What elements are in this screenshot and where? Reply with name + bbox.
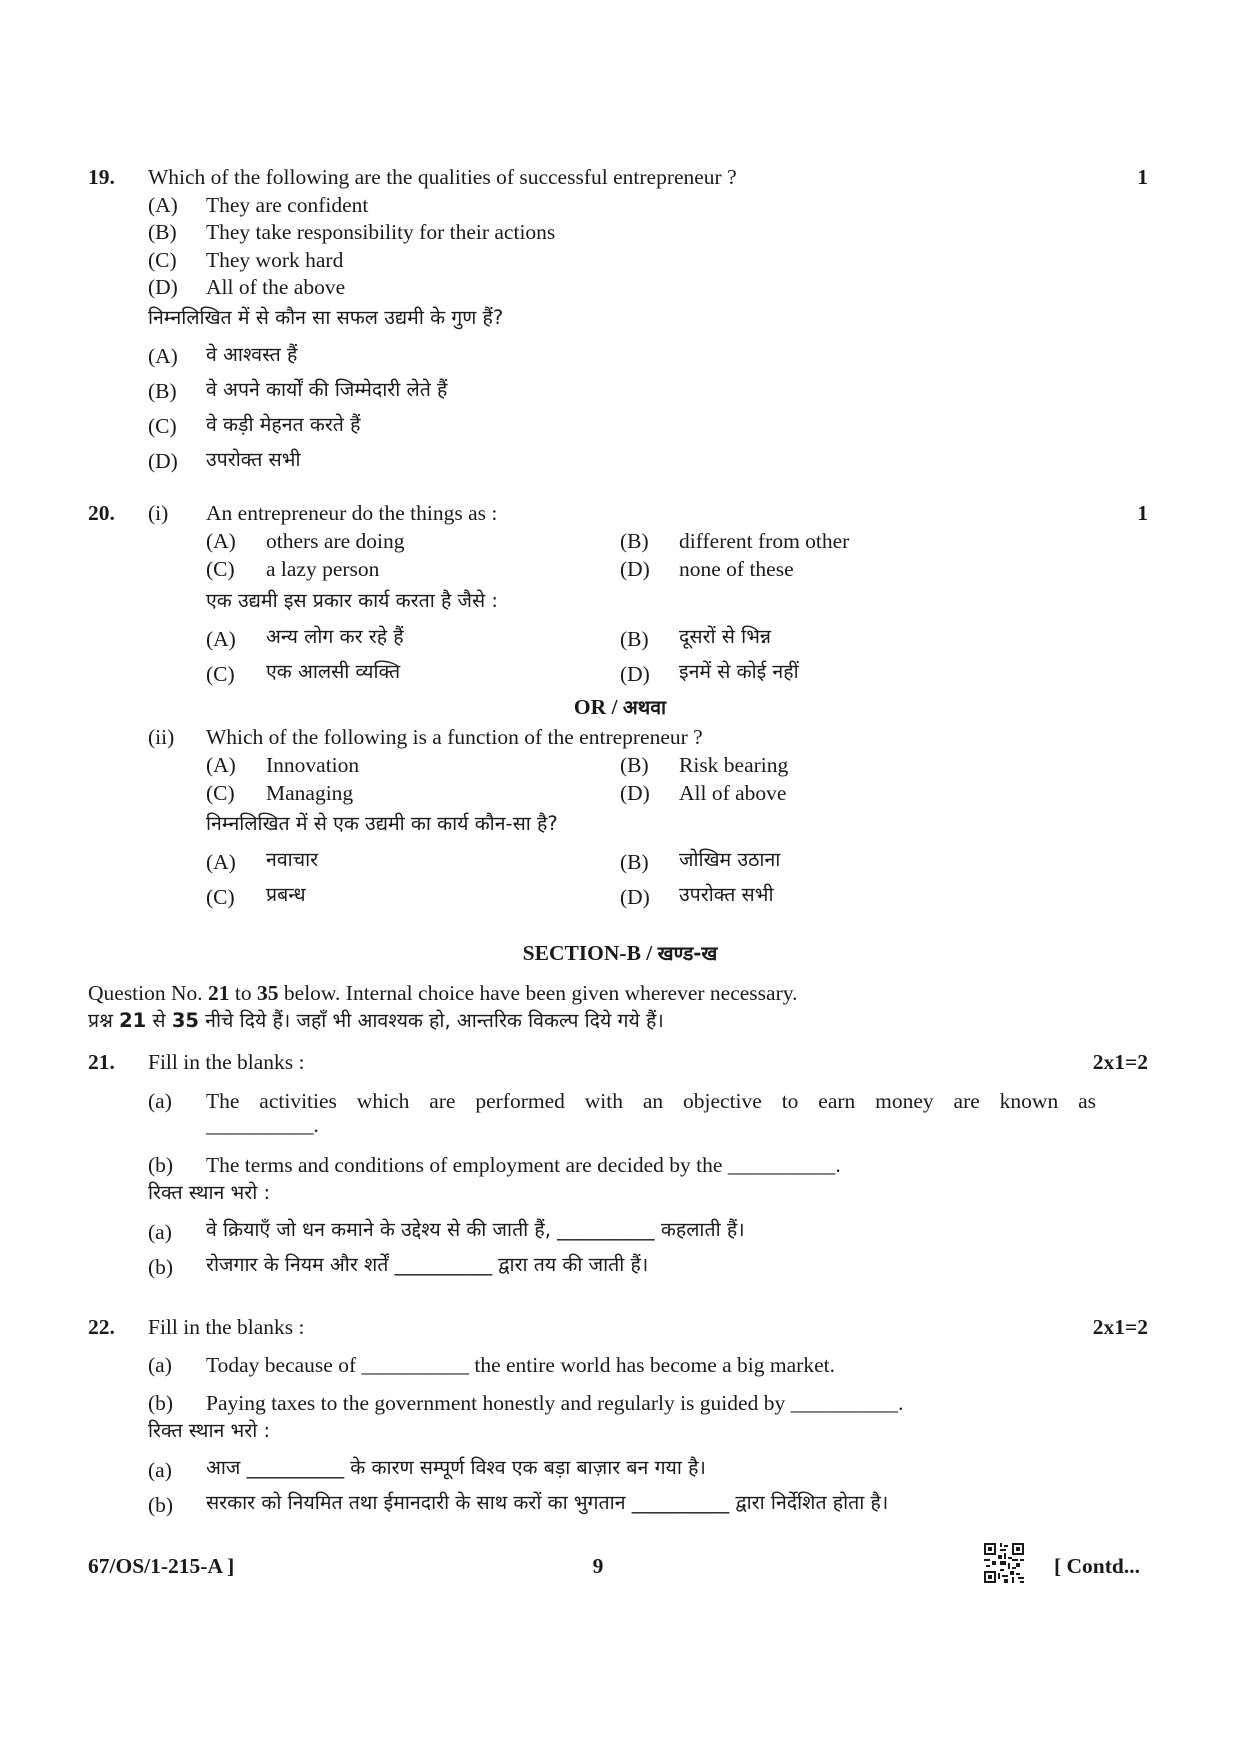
q19-option-label-hi: (B) — [148, 379, 177, 403]
q20-ii-option-text: Innovation — [266, 753, 360, 777]
section-instructions-hi — [88, 1008, 664, 1033]
instr-text-hi: प्रश्न — [88, 1009, 120, 1032]
q21-b-hi: रोजगार के नियम और शर्तें __________ द्वारा तय की जाती हैं। — [206, 1253, 649, 1276]
q21-a-label: (a) — [148, 1089, 172, 1113]
q20-i-option-text: others are doing — [266, 529, 405, 553]
instr-text: to — [229, 981, 258, 1005]
q22-b-hi: सरकार को नियमित तथा ईमानदारी के साथ करों का भुगतान __________ द्वारा निर्देशित होता है। — [206, 1491, 889, 1514]
q19-option-text-hi: वे कड़ी मेहनत करते हैं — [206, 413, 361, 436]
q20-ii-option-text: Risk bearing — [679, 753, 789, 777]
q19-option-label: (D) — [148, 275, 178, 299]
q22-a-label-hi: (a) — [148, 1458, 172, 1482]
section-b-title — [0, 940, 1240, 968]
q22-number: 22. — [88, 1315, 115, 1339]
or-label-en: OR / — [573, 695, 623, 719]
q20-part-ii-question-en: Which of the following is a function of the entrepreneur ? — [206, 725, 703, 749]
q22-b-en: Paying taxes to the government honestly and regularly is guided by __________. — [206, 1391, 904, 1415]
q20-part-i-label: (i) — [148, 501, 169, 525]
q20-ii-option-text-hi: नवाचार — [266, 848, 319, 871]
q22-marks: 2x1=2 — [1092, 1315, 1148, 1339]
q22-b-label: (b) — [148, 1391, 174, 1415]
q20-ii-option-text-hi: जोखिम उठाना — [679, 848, 781, 871]
q20-ii-option-label: (B) — [620, 753, 649, 777]
q19-option-text-hi: उपरोक्त सभी — [206, 448, 301, 471]
instr-text-hi: नीचे दिये हैं। जहाँ भी आवश्यक हो, आन्तरिक विकल्प दिये गये हैं। — [198, 1009, 664, 1032]
q19-option-label-hi: (D) — [148, 449, 178, 473]
q19-question-en: Which of the following are the qualities of successful entrepreneur ? — [148, 165, 737, 189]
q21-a-hi: वे क्रियाएँ जो धन कमाने के उद्देश्य से की जाती हैं, __________ कहलाती हैं। — [206, 1218, 745, 1241]
q20-part-ii-question-hi: निम्नलिखित में से एक उद्यमी का कार्य कौन-सा है? — [206, 812, 558, 835]
q19-option-label-hi: (A) — [148, 344, 178, 368]
q21-marks: 2x1=2 — [1092, 1050, 1148, 1074]
q20-i-option-label-hi: (C) — [206, 662, 235, 686]
q19-option-label: (B) — [148, 220, 177, 244]
q20-ii-option-label: (C) — [206, 781, 235, 805]
instr-text: below. Internal choice have been given wherever necessary. — [278, 981, 798, 1005]
q20-i-option-text-hi: इनमें से कोई नहीं — [679, 660, 799, 683]
q21-prompt-hi: रिक्त स्थान भरो : — [148, 1181, 271, 1204]
q19-option-text: They take responsibility for their actions — [206, 220, 556, 244]
q20-i-option-text: a lazy person — [266, 557, 380, 581]
q20-ii-option-label-hi: (D) — [620, 885, 650, 909]
qr-code-icon — [984, 1543, 1024, 1583]
q20-ii-option-label: (D) — [620, 781, 650, 805]
q21-number: 21. — [88, 1050, 115, 1074]
section-instructions-en — [88, 980, 797, 1008]
q22-a-hi: आज __________ के कारण सम्पूर्ण विश्व एक बड़ा बाज़ार बन गया है। — [206, 1456, 706, 1479]
q22-a-en: Today because of __________ the entire world has become a big market. — [206, 1353, 835, 1377]
q19-option-text: They are confident — [206, 193, 369, 217]
q20-i-option-label: (B) — [620, 529, 649, 553]
or-divider — [0, 694, 1240, 722]
q21-b-label-hi: (b) — [148, 1255, 174, 1279]
q22-a-label: (a) — [148, 1353, 172, 1377]
q22-prompt-hi: रिक्त स्थान भरो : — [148, 1419, 271, 1442]
instr-text: Question No. — [88, 981, 209, 1005]
q21-a-en-blank: __________. — [206, 1113, 319, 1137]
q21-a-label-hi: (a) — [148, 1220, 172, 1244]
q20-i-option-text-hi: एक आलसी व्यक्ति — [266, 660, 401, 683]
paper-code: 67/OS/1-215-A ] — [88, 1554, 235, 1578]
q20-i-option-text-hi: दूसरों से भिन्न — [679, 625, 772, 648]
instr-number: 21 — [208, 981, 230, 1005]
q21-b-label: (b) — [148, 1153, 174, 1177]
q19-option-text: All of the above — [206, 275, 346, 299]
q20-i-option-label: (A) — [206, 529, 236, 553]
q20-i-option-text: different from other — [679, 529, 850, 553]
q20-ii-option-label: (A) — [206, 753, 236, 777]
q19-option-text-hi: वे अपने कार्यों की जिम्मेदारी लेते हैं — [206, 378, 448, 401]
q20-i-option-label-hi: (D) — [620, 662, 650, 686]
q22-prompt-en: Fill in the blanks : — [148, 1315, 305, 1339]
q19-option-label-hi: (C) — [148, 414, 177, 438]
q20-i-option-label: (D) — [620, 557, 650, 581]
instr-number-hi: 35 — [171, 1009, 199, 1032]
section-title-en: SECTION-B / — [522, 941, 658, 965]
page-number: 9 — [592, 1554, 604, 1578]
q19-marks: 1 — [1137, 165, 1148, 189]
q19-option-text-hi: वे आश्वस्त हैं — [206, 343, 298, 366]
q19-option-text: They work hard — [206, 248, 344, 272]
q20-ii-option-text-hi: प्रबन्ध — [266, 883, 306, 906]
instr-text-hi: से — [146, 1009, 172, 1032]
q21-a-en: The activities which are performed with an objective to earn money are known as — [206, 1089, 1096, 1113]
q19-number: 19. — [88, 165, 115, 189]
q20-marks: 1 — [1137, 501, 1148, 525]
q20-part-i-question-en: An entrepreneur do the things as : — [206, 501, 498, 525]
instr-number-hi: 21 — [119, 1009, 147, 1032]
q20-part-ii-label: (ii) — [148, 725, 175, 749]
q21-prompt-en: Fill in the blanks : — [148, 1050, 305, 1074]
q20-ii-option-label-hi: (A) — [206, 850, 236, 874]
q20-ii-option-text: All of above — [679, 781, 787, 805]
q20-ii-option-text: Managing — [266, 781, 354, 805]
q20-i-option-text-hi: अन्य लोग कर रहे हैं — [266, 625, 404, 648]
q22-b-label-hi: (b) — [148, 1493, 174, 1517]
q20-ii-option-text-hi: उपरोक्त सभी — [679, 883, 774, 906]
q21-b-en: The terms and conditions of employment are decided by the __________. — [206, 1153, 841, 1177]
instr-number: 35 — [257, 981, 279, 1005]
q20-i-option-text: none of these — [679, 557, 794, 581]
q20-i-option-label-hi: (A) — [206, 627, 236, 651]
q20-ii-option-label-hi: (C) — [206, 885, 235, 909]
q19-question-hi: निम्नलिखित में से कौन सा सफल उद्यमी के गुण हैं? — [148, 306, 504, 329]
q20-part-i-question-hi: एक उद्यमी इस प्रकार कार्य करता है जैसे : — [206, 589, 498, 612]
q20-ii-option-label-hi: (B) — [620, 850, 649, 874]
q20-i-option-label-hi: (B) — [620, 627, 649, 651]
q20-number: 20. — [88, 501, 115, 525]
q19-option-label: (A) — [148, 193, 178, 217]
or-label-hi: अथवा — [622, 696, 667, 719]
q19-option-label: (C) — [148, 248, 177, 272]
q20-i-option-label: (C) — [206, 557, 235, 581]
section-title-hi: खण्ड-ख — [657, 942, 718, 965]
continued-label: [ Contd... — [1054, 1554, 1141, 1578]
